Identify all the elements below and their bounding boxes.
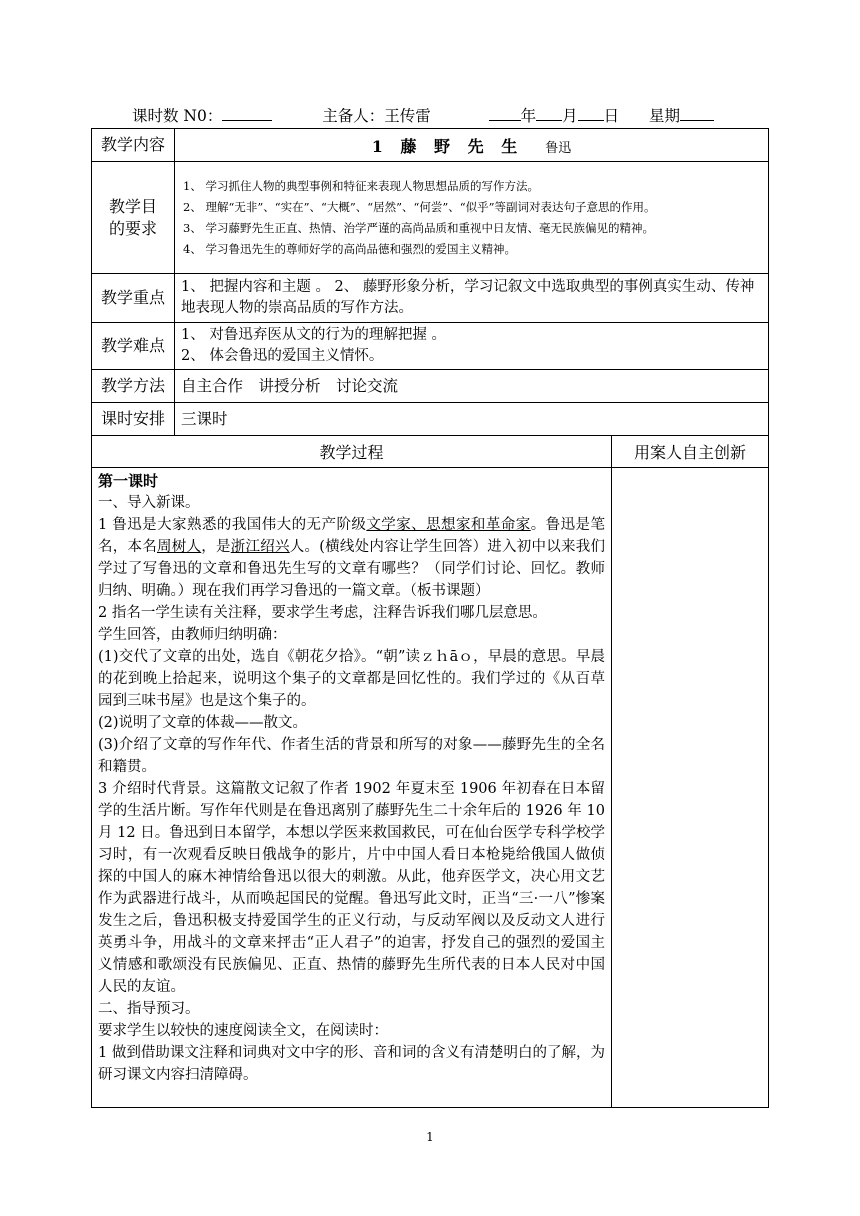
lesson-number-blank xyxy=(222,104,272,121)
method-text: 自主合作 讲授分析 讨论交流 xyxy=(175,370,769,403)
month-blank xyxy=(536,104,562,121)
difficulty-item: 1、 对鲁迅弃医从文的行为的理解把握 。 xyxy=(181,327,446,343)
lesson-number-label: 课时数 N0： xyxy=(132,107,223,125)
paragraph: (3)介绍了文章的写作年代、作者生活的背景和所写的对象——藤野先生的全名和籍贯。 xyxy=(98,737,605,775)
paragraph: 1 鲁迅是大家熟悉的我国伟大的无产阶级文学家、思想家和革命家。鲁迅是笔名，本名周树人，是浙江绍兴人。(横线处内容让学生回答）进入初中以来我们学过了写鲁迅的文章和鲁迅先生写的文章有哪些？（同学们讨论、回忆。教师归纳、明确。）现在我们再学习鲁迅的一篇文章。（板书课题） xyxy=(98,517,606,599)
lesson-plan-table xyxy=(91,128,769,1108)
section-heading: 一、导入新课。 xyxy=(98,495,200,511)
objective-item: 4、 学习鲁迅先生的尊师好学的高尚品德和强烈的爱国主义精神。 xyxy=(183,241,516,256)
row-schedule xyxy=(92,403,769,436)
paragraph: (1)交代了文章的出处，选自《朝花夕拾》。“朝”读ｚｈāｏ，早晨的意思。早晨的花到晚上拾起来，说明这个集子的文章都是回忆性的。我们学过的《从百草园到三味书屋》也是这个集子的。 xyxy=(98,649,605,709)
underlined-answer: 浙江绍兴 xyxy=(230,539,290,555)
objective-item: 1、 学习抓住人物的典型事例和特征来表现人物思想品质的写作方法。 xyxy=(183,178,539,193)
row-process-header xyxy=(92,436,769,468)
page-number: 1 xyxy=(426,1130,434,1144)
paragraph: (2)说明了文章的体裁——散文。 xyxy=(98,715,308,731)
row-method xyxy=(92,370,769,403)
method-label: 教学方法 xyxy=(92,370,175,403)
objective-item: 3、 学习藤野先生正直、热情、治学严谨的高尚品质和重视中日友情、毫无民族偏见的精神。 xyxy=(183,220,654,235)
underlined-answer: 周树人 xyxy=(156,539,202,555)
weekday-label: 星期 xyxy=(649,107,681,125)
paragraph: 2 指名一学生读有关注释，要求学生考虑，注释告诉我们哪几层意思。 xyxy=(98,605,547,621)
row-difficulties xyxy=(92,323,769,370)
day-blank xyxy=(578,104,604,121)
row-content xyxy=(92,129,769,162)
process-label: 教学过程 xyxy=(92,436,612,468)
section-heading: 二、指导预习。 xyxy=(98,1001,200,1017)
innovation-notes-cell xyxy=(612,468,769,1108)
year-label: 年 xyxy=(520,107,537,125)
schedule-label: 课时安排 xyxy=(92,403,175,436)
paragraph: 1 做到借助课文注释和词典对文中字的形、音和词的含义有清楚明白的了解，为研习课文内容扫清障碍。 xyxy=(98,1045,605,1083)
paragraph: 学生回答，由教师归纳明确： xyxy=(98,627,287,643)
day-label: 日 xyxy=(603,107,620,125)
schedule-text: 三课时 xyxy=(175,403,769,436)
year-blank xyxy=(489,104,521,121)
lesson-title: 1 藤 野 先 生 xyxy=(371,136,524,156)
objectives-cell xyxy=(175,162,769,274)
process-content xyxy=(92,468,612,1108)
content-label: 教学内容 xyxy=(92,129,175,162)
key-points-text: 1、 把握内容和主题 。 2、 藤野形象分析，学习记叙文中选取典型的事例真实生动、传神地表现人物的崇高品质的写作方法。 xyxy=(175,274,769,323)
paragraph: 3 介绍时代背景。这篇散文记叙了作者 1902 年夏末至 1906 年初春在日本留学的生活片断。写作年代则是在鲁迅离别了藤野先生二十余年后的 1926 年 10 月 12 日。鲁迅到日本留学，本想以学医来救国救民，可在仙台医学专科学校学习时，有一次观看反映日俄战争的影片，片中中国人看日本枪毙给俄国人做侦探的中国人的麻木神情给鲁迅以很大的刺激。从此，他弃医学文，决心用文艺作为武器进行战斗，从而唤起国民的觉醒。鲁迅写此文时，正当“三·一八”惨案发生之后，鲁迅积极支持爱国学生的正义行动，与反动军阀以及反动文人进行英勇斗争，用战斗的文章来抨击“正人君子”的迫害，抒发自己的强烈的爱国主义情感和歌颂没有民族偏见、正直、热情的藤野先生所代表的日本人民对中国人民的友谊。 xyxy=(98,781,605,995)
innovation-label: 用案人自主创新 xyxy=(612,436,769,468)
lesson-author: 鲁迅 xyxy=(545,140,572,156)
objective-item: 2、 理解“无非”、“实在”、“大概”、“居然”、“何尝”、“似乎”等副词对表达句子意思的作用。 xyxy=(183,199,656,214)
difficulties-cell xyxy=(175,323,769,370)
preparer-label: 主备人：王传雷 xyxy=(322,107,431,125)
document-header xyxy=(132,104,752,126)
row-key-points xyxy=(92,274,769,323)
row-process-content xyxy=(92,468,769,1108)
weekday-blank xyxy=(680,104,714,121)
underlined-answer: 文学家、思想家和革命家 xyxy=(366,517,531,533)
difficulties-label: 教学难点 xyxy=(92,323,175,370)
objectives-label: 教学目的要求 xyxy=(92,162,175,274)
lesson1-title: 第一课时 xyxy=(98,472,159,490)
row-objectives xyxy=(92,162,769,274)
month-label: 月 xyxy=(562,107,578,125)
difficulty-item: 2、 体会鲁迅的爱国主义情怀。 xyxy=(181,348,384,364)
content-title-cell xyxy=(175,129,769,162)
key-points-label: 教学重点 xyxy=(92,274,175,323)
objectives-list xyxy=(181,172,762,264)
paragraph: 要求学生以较快的速度阅读全文，在阅读时： xyxy=(98,1023,388,1039)
